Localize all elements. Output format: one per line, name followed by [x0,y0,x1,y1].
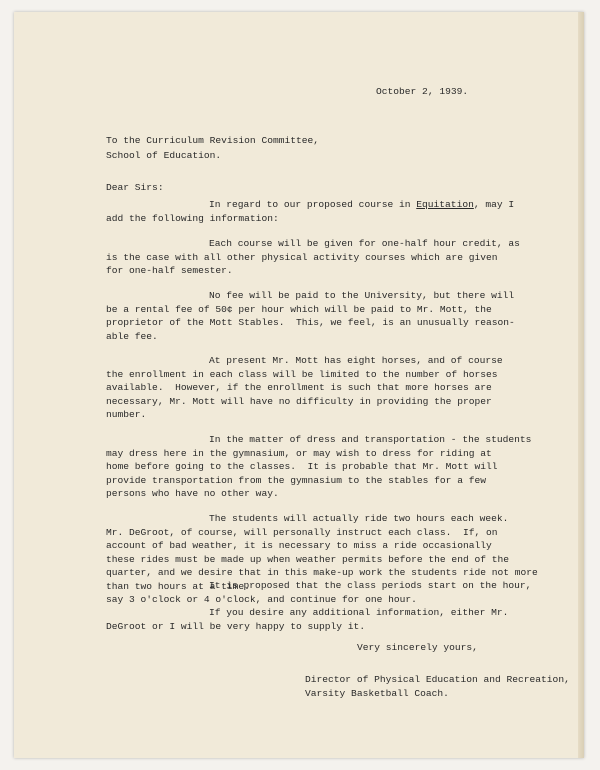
letter-page [14,12,584,758]
closing-line: Very sincerely yours, [357,642,478,653]
paragraph-line: At present Mr. Mott has eight horses, and of course [209,355,503,366]
paragraph-line: In the matter of dress and transportation - the students [209,434,532,445]
paragraph-line: persons who have no other way. [106,488,279,499]
text-run: , may I [473,199,515,210]
paragraph-line: the enrollment in each class will be limited to the number of horses [106,369,498,380]
paragraph-line: able fee. [106,331,158,342]
paragraph-line: is the case with all other physical activity courses which are given [106,252,498,263]
paragraph-line [209,199,514,211]
paragraph-line: account of bad weather, it is necessary to miss a ride occasionally [106,540,492,551]
paragraph-line: necessary, Mr. Mott will have no difficulty in providing the proper [106,396,492,407]
paragraph-line: be a rental fee of 50¢ per hour which will be paid to Mr. Mott, the [106,304,492,315]
paragraph-line: number. [106,409,147,420]
paragraph-line: proprietor of the Mott Stables. This, we feel, is an unusually reason- [106,317,515,328]
paragraph-line: It is proposed that the class periods start on the hour, [209,580,532,591]
paragraph-line: add the following information: [106,213,279,224]
addressee-line-2: School of Education. [106,150,222,161]
underlined-word: Equitation [416,199,474,210]
paragraph-line: provide transportation from the gymnasium to the stables for a few [106,475,486,486]
paragraph-line: If you desire any additional information, either Mr. [209,607,509,618]
salutation: Dear Sirs: [106,182,164,193]
paragraph-line: than two hours at a time. [106,581,250,592]
paragraph-line: these rides must be made up when weather permits before the end of the [106,554,510,565]
signature-title-line-1: Director of Physical Education and Recreation, [305,674,570,685]
paper-edge [578,12,584,758]
paragraph-line: available. However, if the enrollment is such that more horses are [106,382,492,393]
paragraph-line: DeGroot or I will be very happy to supply it. [106,621,366,632]
paragraph-line: quarter, and we desire that in this make-up work the students ride not more [106,567,538,578]
signature-title-line-2: Varsity Basketball Coach. [305,688,449,699]
paragraph-line: for one-half semester. [106,265,233,276]
paragraph-line: Mr. DeGroot, of course, will personally instruct each class. If, on [106,527,498,538]
letter-date: October 2, 1939. [376,86,469,97]
paragraph-line: No fee will be paid to the University, but there will [209,290,515,301]
paragraph-line: Each course will be given for one-half hour credit, as [209,238,520,249]
paragraph-line: The students will actually ride two hours each week. [209,513,509,524]
paragraph-line: home before going to the classes. It is probable that Mr. Mott will [106,461,498,472]
addressee-line-1: To the Curriculum Revision Committee, [106,135,320,146]
text-run: In regard to our proposed course in [209,199,417,210]
paragraph-line: say 3 o'clock or 4 o'clock, and continue for one hour. [106,594,417,605]
paragraph-line: may dress here in the gymnasium, or may wish to dress for riding at [106,448,492,459]
